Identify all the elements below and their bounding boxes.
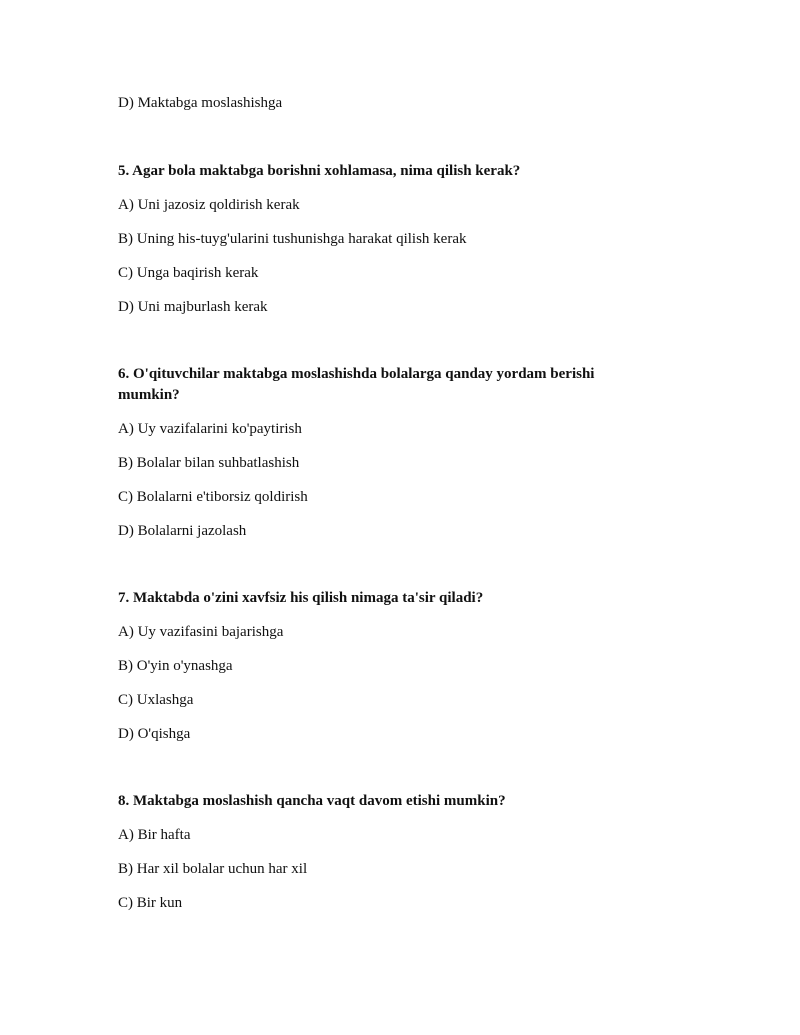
question-6-text: 6. O'qituvchilar maktabga moslashishda bolalarga qanday yordam berishi mumkin? (118, 366, 595, 403)
question-8-option-b: B) Har xil bolalar uchun har xil (118, 861, 308, 877)
question-7-text: 7. Maktabda o'zini xavfsiz his qilish nimaga ta'sir qiladi? (118, 590, 484, 606)
question-6-option-a: A) Uy vazifalarini ko'paytirish (118, 421, 302, 437)
question-5-option-b: B) Uning his-tuyg'ularini tushunishga harakat qilish kerak (118, 231, 467, 247)
question-8-option-a: A) Bir hafta (118, 827, 191, 843)
question-8-option-c: C) Bir kun (118, 895, 183, 911)
question-5-option-a: A) Uni jazosiz qoldirish kerak (118, 197, 300, 213)
question-7-option-d: D) O'qishga (118, 726, 191, 742)
question-5-text: 5. Agar bola maktabga borishni xohlamasa, nima qilish kerak? (118, 163, 521, 179)
question-7-option-b: B) O'yin o'ynashga (118, 658, 233, 674)
question-6-option-c: C) Bolalarni e'tiborsiz qoldirish (118, 489, 308, 505)
question-8-text: 8. Maktabga moslashish qancha vaqt davom etishi mumkin? (118, 793, 506, 809)
carryover-option: D) Maktabga moslashishga (118, 95, 283, 111)
question-6-option-b: B) Bolalar bilan suhbatlashish (118, 455, 300, 471)
question-5-option-d: D) Uni majburlash kerak (118, 299, 268, 315)
question-7-option-a: A) Uy vazifasini bajarishga (118, 624, 284, 640)
question-6-option-d: D) Bolalarni jazolash (118, 523, 247, 539)
question-7-option-c: C) Uxlashga (118, 692, 194, 708)
question-5-option-c: C) Unga baqirish kerak (118, 265, 259, 281)
